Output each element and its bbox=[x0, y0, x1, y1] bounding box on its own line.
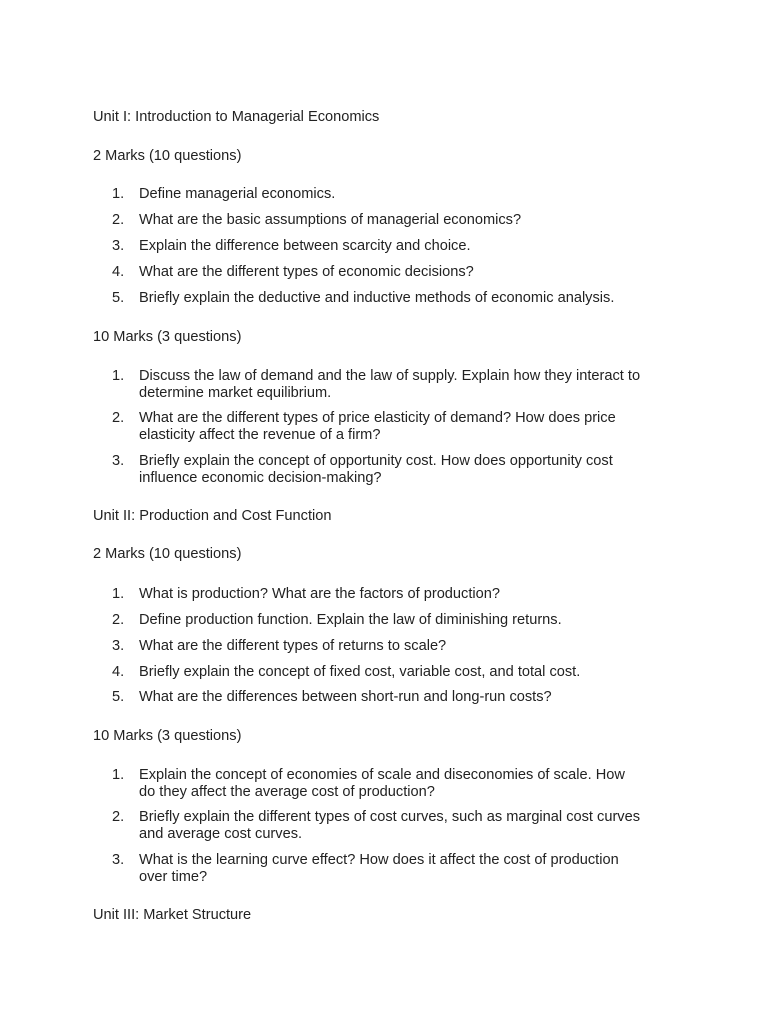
unit-1-10-marks-heading: 10 Marks (3 questions) bbox=[93, 329, 242, 345]
document-page: Unit I: Introduction to Managerial Economics 2 Marks (10 questions) 1. Define managerial economics. 2. What are the basic assumptions of managerial economics? 3. Explain the difference between scarcity and choice. 4. What are the different types of economic decisions? 5. Briefly explain the deductive and inductive methods of economic analysis. 10 Marks (3 questions) 1. Discuss the law of demand and the law of supply. Explain how they interact to determine market equilibrium. 2. What are the different types of price elasticity of demand? How does price elasticity affect the revenue of a firm? 3. Briefly explain the concept of opportunity cost. How does opportunity cost influence economic decision-making? Unit II: Production and Cost Function 2 Marks (10 questions) 1. What is production? What are the factors of production? 2. Define production function. Explain the law of diminishing returns. 3. What are the different types of returns to scale? 4. Briefly explain the concept of fixed cost, variable cost, and total cost. 5. What are the differences between short-run and long-run costs? 10 Marks (3 questions) 1. Explain the concept of economies of scale and diseconomies of scale. How do they affect the average cost of production? 2. Briefly explain the different types of cost curves, such as marginal cost curves and average cost curves. 3. What is the learning curve effect? How does it affect the cost of production over time? Unit III: Market Structure bbox=[93, 109, 641, 923]
unit-2-2-marks-heading: 2 Marks (10 questions) bbox=[93, 546, 242, 562]
unit-2-10-marks-heading: 10 Marks (3 questions) bbox=[93, 728, 242, 744]
unit-3-title: Unit III: Market Structure bbox=[93, 907, 252, 923]
unit-1-title: Unit I: Introduction to Managerial Economics bbox=[93, 109, 380, 125]
unit-2-title: Unit II: Production and Cost Function bbox=[93, 508, 332, 524]
unit-1-2-marks-heading: 2 Marks (10 questions) bbox=[93, 148, 242, 164]
